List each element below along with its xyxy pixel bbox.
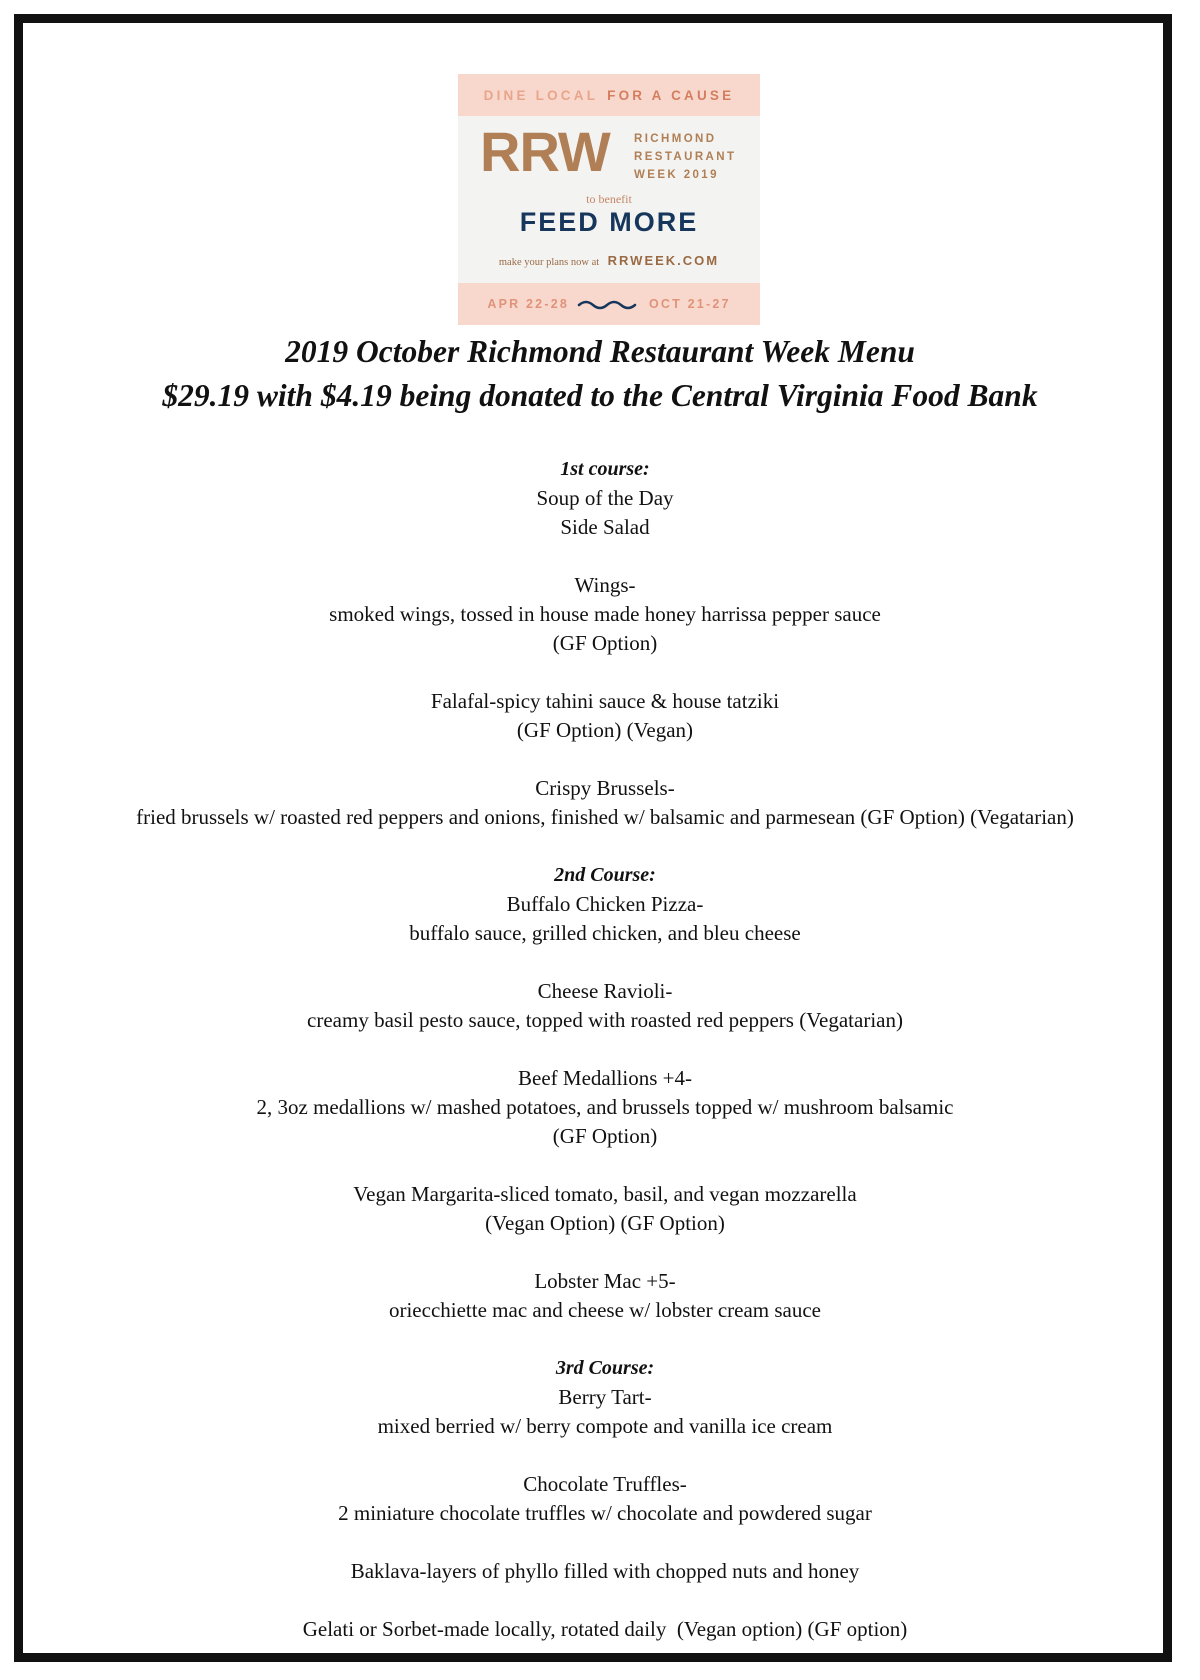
menu-item-desc: 2, 3oz medallions w/ mashed potatoes, and brussels topped w/ mushroom balsamic <box>256 1095 954 1119</box>
menu-item-note: (GF Option) (Vegan) <box>516 718 694 742</box>
wave-icon <box>577 298 641 310</box>
plans-text: make your plans now at <box>498 257 600 268</box>
price-line: $29.19 with $4.19 being donated to the Central Virginia Food Bank <box>162 378 1038 413</box>
rrw-mark: RRW <box>480 120 610 183</box>
subtitle-line: RICHMOND <box>634 133 717 145</box>
menu-body <box>30 455 1180 1644</box>
menu-item-note: (GF Option) <box>552 631 658 655</box>
menu-title: 2019 October Richmond Restaurant Week Menu <box>285 334 915 369</box>
menu-item-name: Buffalo Chicken Pizza- <box>506 892 704 916</box>
rrw-logo <box>458 74 760 325</box>
menu-item-name: Berry Tart- <box>558 1385 652 1409</box>
website-text: RRWEEK.COM <box>607 253 720 268</box>
second-course-label: 2nd Course: <box>554 864 656 886</box>
logo-tagline <box>458 74 760 116</box>
menu-item-desc: creamy basil pesto sauce, topped with roasted red peppers (Vegatarian) <box>307 1008 903 1032</box>
menu-heading <box>0 330 1200 418</box>
menu-item-name: Cheese Ravioli- <box>537 979 673 1003</box>
tagline-for-a-cause: FOR A CAUSE <box>607 87 735 103</box>
spring-dates: APR 22-28 <box>487 297 569 311</box>
menu-item-desc: fried brussels w/ roasted red peppers and onions, finished w/ balsamic and parmesean (GF Option) (Vegatarian) <box>136 805 1074 829</box>
menu-item-desc: 2 miniature chocolate truffles w/ chocolate and powdered sugar <box>338 1501 872 1525</box>
menu-item-name: Wings- <box>574 573 636 597</box>
menu-item-desc: smoked wings, tossed in house made honey harrissa pepper sauce <box>329 602 881 626</box>
menu-item-desc: oriecchiette mac and cheese w/ lobster cream sauce <box>388 1298 822 1322</box>
subtitle-line: WEEK 2019 <box>634 169 719 181</box>
menu-item-name: Baklava-layers of phyllo filled with chopped nuts and honey <box>350 1559 860 1583</box>
menu-item-name: Vegan Margarita-sliced tomato, basil, and vegan mozzarella <box>353 1182 857 1206</box>
menu-item-name: Falafal-spicy tahini sauce & house tatziki <box>430 689 780 713</box>
menu-item-name: Chocolate Truffles- <box>523 1472 687 1496</box>
menu-item-desc: buffalo sauce, grilled chicken, and bleu cheese <box>409 921 801 945</box>
website-line <box>458 252 760 270</box>
menu-item-note: (Vegan Option) (GF Option) <box>485 1211 725 1235</box>
menu-item-note: (GF Option) <box>552 1124 658 1148</box>
logo-dates <box>458 283 760 325</box>
menu-item-name: Lobster Mac +5- <box>534 1269 676 1293</box>
third-course-label: 3rd Course: <box>555 1357 655 1379</box>
menu-item-name: Soup of the Day <box>536 486 674 510</box>
subtitle-line: RESTAURANT <box>634 151 737 163</box>
menu-item-name: Crispy Brussels- <box>535 776 675 800</box>
menu-item-name: Beef Medallions +4- <box>518 1066 692 1090</box>
menu-item-name: Gelati or Sorbet-made locally, rotated daily (Vegan option) (GF option) <box>302 1617 908 1641</box>
fall-dates: OCT 21-27 <box>649 297 731 311</box>
menu-item-name: Side Salad <box>560 515 650 539</box>
first-course-label: 1st course: <box>560 458 650 480</box>
rrw-subtitle <box>634 130 736 184</box>
menu-item-desc: mixed berried w/ berry compote and vanilla ice cream <box>377 1414 833 1438</box>
tagline-dine-local: DINE LOCAL <box>483 87 599 103</box>
feed-more-logo: FEED MORE <box>519 207 699 237</box>
to-benefit-text: to benefit <box>586 192 632 206</box>
